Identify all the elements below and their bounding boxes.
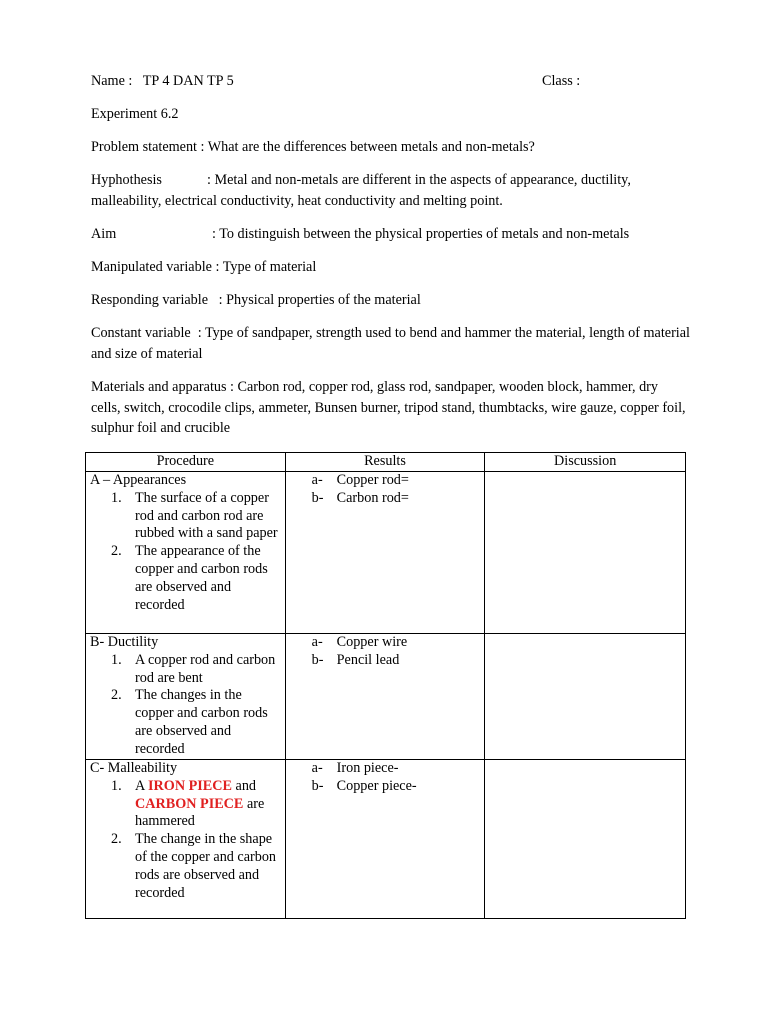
result-letter: b- xyxy=(311,489,324,506)
result-text: Pencil lead xyxy=(336,651,400,668)
result-letter: a- xyxy=(311,634,323,650)
step-text: The appearance of the copper and carbon rods are observed and recorded xyxy=(135,543,268,613)
highlight-carbon-piece: CARBON PIECE xyxy=(135,795,244,812)
header-procedure: Procedure xyxy=(86,453,286,472)
constant-variable: Constant variable : Type of sandpaper, strength used to bend and hammer the material, length of material and size of material xyxy=(91,325,694,362)
result-letter: a- xyxy=(311,472,323,488)
result-item xyxy=(312,778,485,796)
procedure-cell xyxy=(86,472,286,634)
header-discussion: Discussion xyxy=(485,453,686,472)
result-letter: b- xyxy=(311,651,324,668)
step-text: The change in the shape of the copper and carbon rods are observed and recorded xyxy=(135,831,277,901)
section-title: C- Malleability xyxy=(90,760,178,776)
step-number: 2. xyxy=(111,687,122,704)
responding-variable: Responding variable : Physical properties of the material xyxy=(91,292,421,308)
experiment-title: Experiment 6.2 xyxy=(91,106,179,122)
discussion-cell xyxy=(485,634,686,760)
name-value: TP 4 DAN TP 5 xyxy=(142,73,234,89)
highlight-iron-piece: IRON PIECE xyxy=(148,777,232,794)
result-item xyxy=(312,652,485,670)
result-letter: b- xyxy=(311,777,324,794)
step-number: 1. xyxy=(111,489,122,506)
procedure-step xyxy=(111,652,285,688)
hypothesis-text: : Metal and non-metals are different in the aspects of appearance, ductility, malleability, electrical conductivity, heat conductivity and melting point. xyxy=(91,172,631,209)
table-row-ductility xyxy=(86,634,686,760)
name-line xyxy=(91,71,234,91)
result-item xyxy=(312,634,485,652)
table-header-row xyxy=(86,453,686,472)
discussion-cell xyxy=(485,760,686,919)
result-item xyxy=(312,760,485,778)
problem-statement: Problem statement : What are the differences between metals and non-metals? xyxy=(91,139,535,155)
aim xyxy=(91,224,629,244)
result-text: Copper wire xyxy=(336,634,408,650)
result-item xyxy=(312,472,485,490)
step-text xyxy=(135,778,283,831)
step-text-middle: and xyxy=(235,777,257,794)
results-cell xyxy=(285,472,485,634)
section-title: A – Appearances xyxy=(90,472,187,488)
step-number: 2. xyxy=(111,831,122,848)
procedure-step xyxy=(111,778,285,831)
results-cell xyxy=(285,760,485,919)
step-number: 1. xyxy=(111,777,122,794)
step-text-suffix: are hammered xyxy=(135,795,265,830)
manipulated-variable: Manipulated variable : Type of material xyxy=(91,259,317,275)
step-text: The changes in the copper and carbon rods are observed and recorded xyxy=(135,687,268,757)
procedure-step xyxy=(111,543,285,614)
step-text-prefix: A xyxy=(135,777,145,794)
name-label: Name : xyxy=(91,73,133,89)
section-title: B- Ductility xyxy=(90,634,159,650)
procedure-cell xyxy=(86,760,286,919)
table-row-malleability xyxy=(86,760,686,919)
class-label: Class : xyxy=(542,73,581,89)
result-text: Carbon rod= xyxy=(336,489,409,506)
procedure-table xyxy=(85,452,686,919)
discussion-cell xyxy=(485,472,686,634)
aim-label: Aim xyxy=(91,226,117,242)
procedure-cell xyxy=(86,634,286,760)
result-item xyxy=(312,490,485,508)
step-text: The surface of a copper rod and carbon rod are rubbed with a sand paper xyxy=(135,489,278,542)
materials-apparatus: Materials and apparatus : Carbon rod, copper rod, glass rod, sandpaper, wooden block, hammer, dry cells, switch, crocodile clips, ammeter, Bunsen burner, tripod stand, thumbtacks, wire gauze, copper foil, sulphur foil and crucible xyxy=(91,379,686,436)
step-number: 1. xyxy=(111,651,122,668)
result-text: Copper piece- xyxy=(336,777,417,794)
hypothesis-label: Hyphothesis xyxy=(91,172,162,188)
result-text: Iron piece- xyxy=(336,760,399,776)
result-text: Copper rod= xyxy=(336,472,409,488)
table-row-appearances xyxy=(86,472,686,634)
procedure-step xyxy=(111,687,285,758)
results-cell xyxy=(285,634,485,760)
procedure-step xyxy=(111,831,285,902)
header-results: Results xyxy=(285,453,485,472)
step-text: A copper rod and carbon rod are bent xyxy=(135,651,276,686)
procedure-step xyxy=(111,490,285,543)
aim-text: : To distinguish between the physical properties of metals and non-metals xyxy=(212,226,630,242)
result-letter: a- xyxy=(311,760,323,776)
step-number: 2. xyxy=(111,543,122,560)
hypothesis xyxy=(91,170,691,211)
